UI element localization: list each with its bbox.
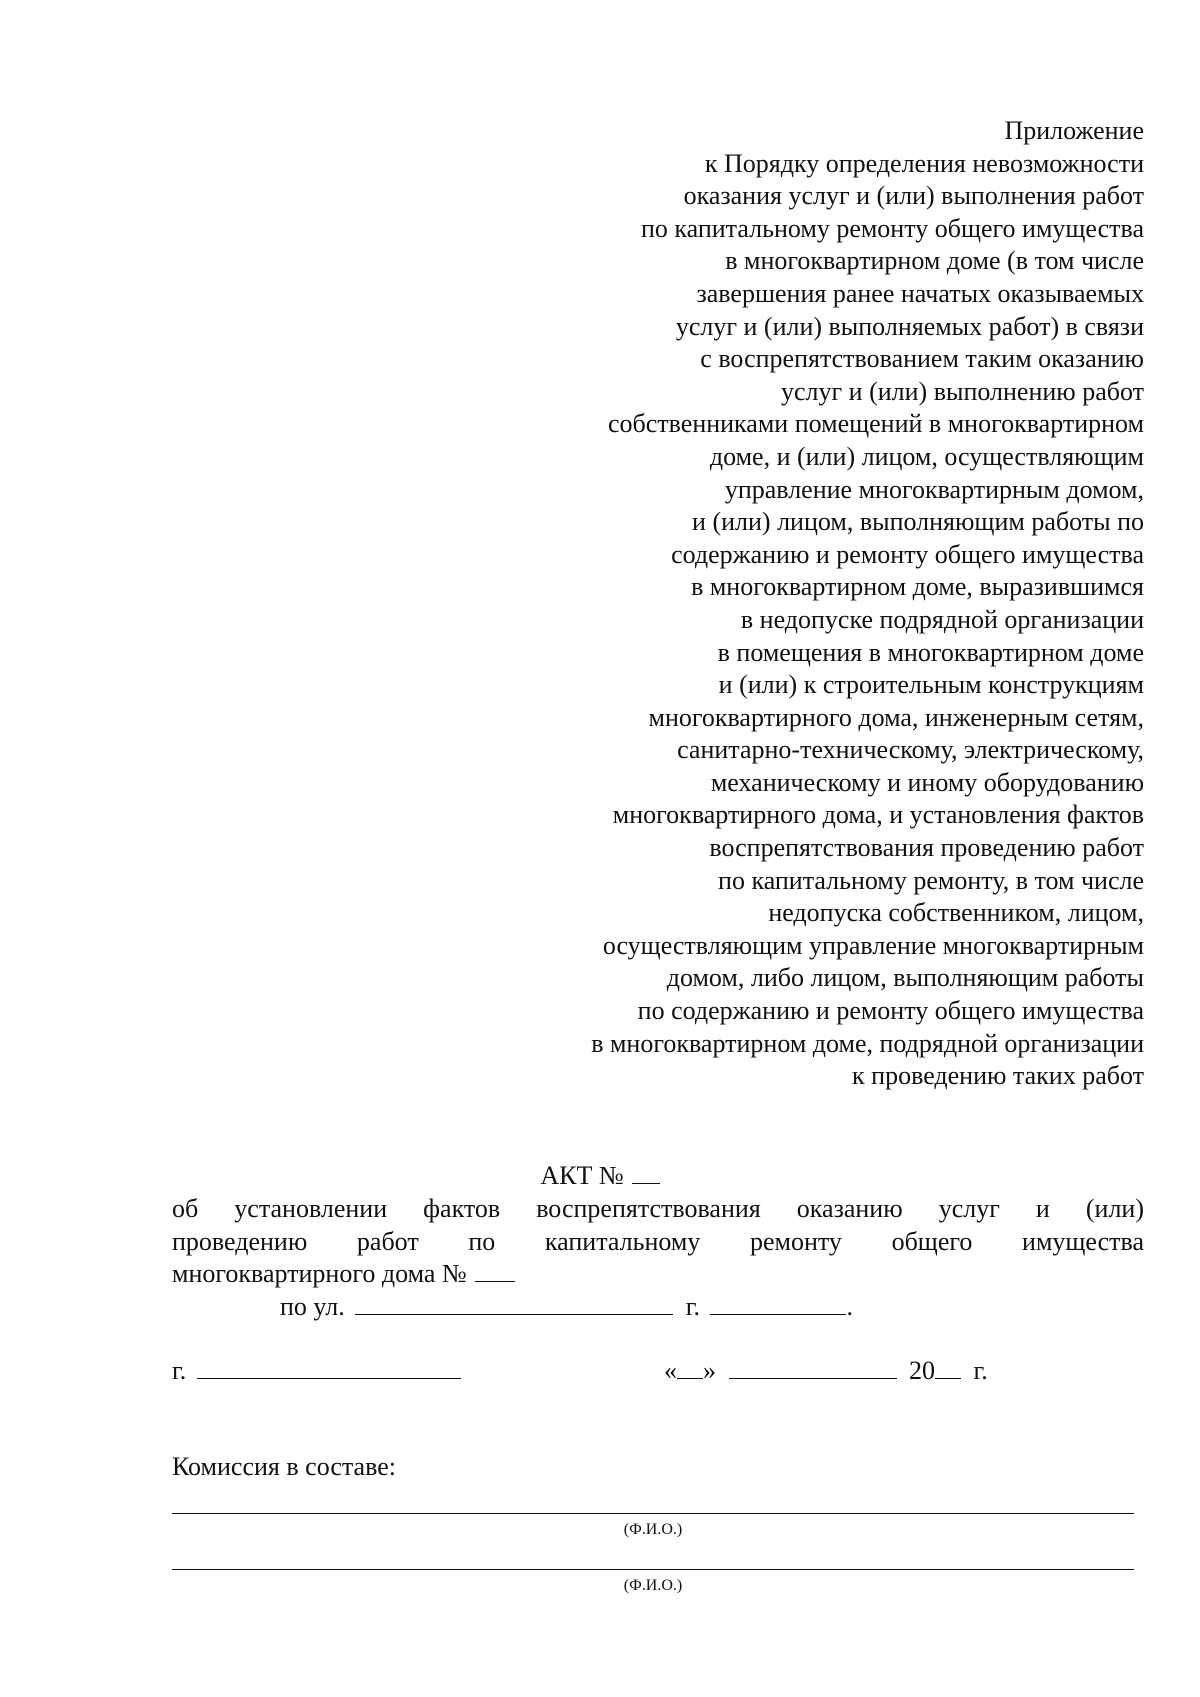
place-city-blank <box>197 1356 461 1379</box>
month-blank <box>729 1356 897 1379</box>
appendix-line: осуществляющим управление многоквартирным <box>602 930 1144 960</box>
appendix-line: управление многоквартирным домом, <box>724 474 1144 504</box>
appendix-line: механическому и иному оборудованию <box>710 767 1144 797</box>
place-city-label: г. <box>172 1356 187 1385</box>
act-title <box>0 1160 1200 1192</box>
appendix-line: воспрепятствования проведению работ <box>709 833 1144 863</box>
year-prefix: 20 <box>909 1356 935 1385</box>
appendix-line: завершения ранее начатых оказываемых <box>696 278 1144 308</box>
commission-member-line <box>172 1569 1134 1570</box>
commission-label: Комиссия в составе: <box>172 1452 396 1481</box>
appendix-line: Приложение <box>1004 116 1144 145</box>
year-suffix: г. <box>973 1356 988 1385</box>
appendix-line: по содержанию и ремонту общего имущества <box>637 996 1144 1026</box>
appendix-line: собственниками помещений в многоквартирном <box>607 409 1144 439</box>
act-title-text: АКТ № <box>540 1161 624 1190</box>
commission-member-line <box>172 1513 1134 1514</box>
appendix-line: санитарно-техническому, электрическому, <box>677 735 1144 765</box>
appendix-line: по капитальному ремонту общего имущества <box>640 213 1144 243</box>
appendix-line: содержанию и ремонту общего имущества <box>671 539 1144 569</box>
appendix-header <box>0 115 1144 1093</box>
appendix-line: с воспрепятствованием таким оказанию <box>700 344 1144 374</box>
appendix-line: и (или) лицом, выполняющим работы по <box>692 507 1144 537</box>
city-blank <box>710 1292 846 1315</box>
appendix-line: домом, либо лицом, выполняющим работы <box>666 963 1144 993</box>
appendix-line: и (или) к строительным конструкциям <box>718 670 1144 700</box>
date-close-quote: » <box>703 1356 716 1385</box>
appendix-line: доме, и (или) лицом, осуществляющим <box>709 441 1144 471</box>
fio-caption: (Ф.И.О.) <box>623 1577 683 1594</box>
place-field <box>172 1355 461 1387</box>
street-line-end: . <box>846 1292 853 1321</box>
street-label: по ул. <box>280 1292 345 1321</box>
appendix-line: многоквартирного дома, инженерным сетям, <box>648 702 1144 732</box>
appendix-line: к проведению таких работ <box>852 1061 1144 1091</box>
appendix-line: оказания услуг и (или) выполнения работ <box>683 181 1144 211</box>
appendix-line: недопуска собственником, лицом, <box>768 898 1144 928</box>
place-date-row <box>172 1355 1144 1387</box>
appendix-line: в недопуске подрядной организации <box>740 604 1144 634</box>
appendix-line: в многоквартирном доме, выразившимся <box>691 572 1144 602</box>
appendix-line: услуг и (или) выполнению работ <box>781 376 1144 406</box>
appendix-line: в помещения в многоквартирном доме <box>717 637 1144 667</box>
appendix-line: многоквартирного дома, и установления фактов <box>612 800 1144 830</box>
act-subtitle-line: проведению работ по капитальному ремонту общего имущества <box>172 1226 1144 1256</box>
appendix-line: в многоквартирном доме, подрядной организации <box>591 1028 1144 1058</box>
street-blank <box>355 1292 673 1315</box>
appendix-line: по капитальному ремонту, в том числе <box>718 865 1144 895</box>
house-number-blank <box>475 1259 515 1282</box>
act-subtitle <box>172 1193 1144 1291</box>
appendix-line: к Порядку определения невозможности <box>704 148 1144 178</box>
appendix-line: в многоквартирном доме (в том числе <box>725 246 1144 276</box>
act-subtitle-last-line <box>172 1258 1144 1291</box>
act-number-blank <box>632 1161 660 1184</box>
year-blank <box>935 1356 961 1379</box>
appendix-line: услуг и (или) выполняемых работ) в связи <box>675 311 1144 341</box>
city-label: г. <box>685 1292 700 1321</box>
date-open-quote: « <box>664 1356 677 1385</box>
day-blank <box>677 1356 703 1379</box>
house-number-label: многоквартирного дома № <box>172 1259 467 1288</box>
street-line <box>280 1291 853 1323</box>
fio-caption: (Ф.И.О.) <box>623 1521 683 1538</box>
act-subtitle-line: об установлении фактов воспрепятствования оказанию услуг и (или) <box>172 1194 1144 1223</box>
date-field <box>664 1355 988 1387</box>
